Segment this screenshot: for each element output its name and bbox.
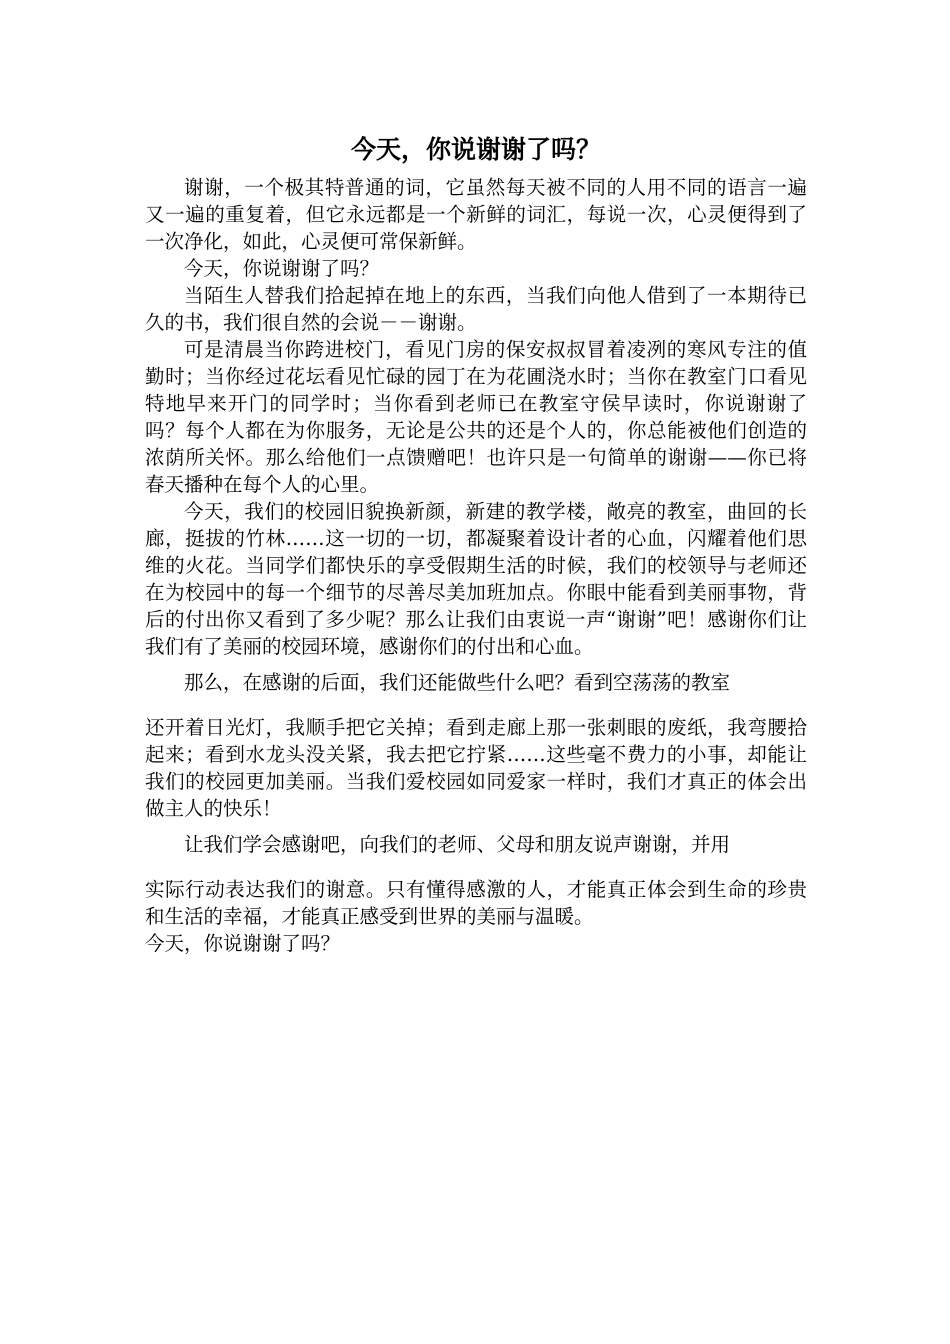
paragraph-gratitude: 实际行动表达我们的谢意。只有懂得感激的人，才能真正体会到生命的珍贵和生活的幸福，才能真正感受到世界的美丽与温暖。: [145, 878, 807, 928]
document-page: [145, 128, 807, 957]
paragraph-strangers: 当陌生人替我们拾起掉在地上的东西，当我们向他人借到了一本期待已久的书，我们很自然的会说－－谢谢。: [145, 284, 807, 334]
paragraph-question-1: 今天，你说谢谢了吗？: [184, 257, 380, 280]
paragraph-actions-lead: 那么，在感谢的后面，我们还能做些什么吧？看到空荡荡的教室: [184, 671, 731, 694]
paragraph-question-final: 今天，你说谢谢了吗？: [145, 932, 341, 955]
paragraph-morning: 可是清晨当你跨进校门，看见门房的保安叔叔冒着凌冽的寒风专注的值勤时；当你经过花坛看见忙碌的园丁在为花圃浇水时；当你在教室门口看见特地早来开门的同学时；当你看到老师已在教室守侯早读时，你说谢谢了吗？每个人都在为你服务，无论是公共的还是个人的，你总能被他们创造的浓荫所关怀。那么给他们一点馈赠吧！也许只是一句简单的谢谢——你已将春天播种在每个人的心里。: [145, 338, 807, 496]
paragraph-gratitude-lead: 让我们学会感谢吧，向我们的老师、父母和朋友说声谢谢，并用: [184, 833, 731, 856]
paragraph-intro: 谢谢，一个极其特普通的词，它虽然每天被不同的人用不同的语言一遍又一遍的重复着，但它永远都是一个新鲜的词汇，每说一次，心灵便得到了一次净化，如此，心灵便可常保新鲜。: [145, 176, 807, 253]
document-title: 今天，你说谢谢了吗？: [350, 135, 601, 164]
paragraph-campus: 今天，我们的校园旧貌换新颜，新建的教学楼，敞亮的教室，曲回的长廊，挺拔的竹林……这一切的一切，都凝聚着设计者的心血，闪耀着他们思维的火花。当同学们都快乐的享受假期生活的时候，我们的校领导与老师还在为校园中的每一个细节的尽善尽美加班加点。你眼中能看到美丽事物，背后的付出你又看到了多少呢？那么让我们由衷说一声“谢谢”吧！感谢你们让我们有了美丽的校园环境，感谢你们的付出和心血。: [145, 500, 807, 658]
paragraph-actions: 还开着日光灯，我顺手把它关掉；看到走廊上那一张刺眼的废纸，我弯腰拾起来；看到水龙头没关紧，我去把它拧紧……这些毫不费力的小事，却能让我们的校园更加美丽。当我们爱校园如同爱家一样时，我们才真正的体会出做主人的快乐！: [145, 716, 807, 820]
